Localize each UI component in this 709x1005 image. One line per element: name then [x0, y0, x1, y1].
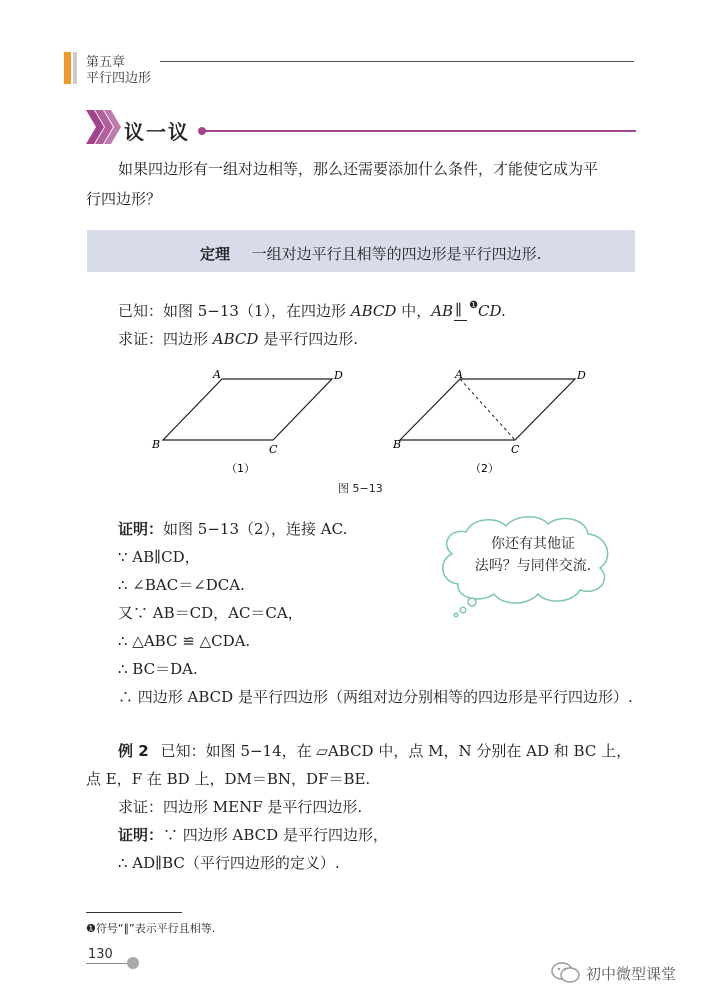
given-ab: AB — [431, 302, 454, 320]
footnote: ❶符号“∥”表示平行且相等. — [86, 922, 216, 935]
discussion-line-1: 如果四边形有一组对边相等，那么还需要添加什么条件，才能使它成为平 — [118, 160, 599, 178]
label-2-C: C — [511, 443, 520, 456]
label-1-A: A — [213, 368, 221, 381]
chapter-label: 第五章 — [86, 55, 126, 70]
diagonal-ac — [460, 379, 515, 440]
parallelogram-1 — [163, 379, 332, 440]
discussion-line-2: 行四边形？ — [86, 190, 162, 208]
cloud-line-2: 法吗？与同伴交流. — [474, 558, 592, 574]
given-quad: ABCD — [350, 302, 397, 320]
given-text-c: 中， — [396, 302, 432, 320]
proof-line-5: ∴ △ABC ≌ △CDA. — [118, 632, 251, 650]
example-label: 例 2 — [118, 742, 149, 760]
chapter-title: 平行四边形 — [86, 71, 152, 86]
section-rule — [204, 130, 636, 132]
label-1-C: C — [269, 443, 278, 456]
proof-line-7: ∴ 四边形 ABCD 是平行四边形（两组对边分别相等的四边形是平行四边形）. — [118, 688, 633, 706]
footnote-marker: ❶ — [469, 300, 479, 311]
page-number-dot — [127, 957, 139, 969]
proof-label: 证明： — [118, 520, 164, 538]
figure-caption: 图 5−13 — [338, 482, 383, 495]
page-number: 130 — [88, 947, 113, 962]
theorem — [200, 243, 541, 264]
wechat-icon — [551, 962, 581, 984]
proof-line-4: 又∵ AB＝CD，AC＝CA， — [118, 604, 303, 622]
label-2-A: A — [455, 368, 463, 381]
page-number-rule — [86, 963, 130, 964]
example-text-1: 已知：如图 5−14，在 ▱ABCD 中，点 M，N 分别在 AD 和 BC 上， — [160, 742, 632, 760]
subcaption-1: （1） — [226, 462, 255, 475]
label-1-D: D — [334, 369, 343, 382]
watermark-text: 初中微型课堂 — [586, 965, 677, 983]
example-proof-label: 证明： — [118, 826, 164, 844]
given-line-2 — [118, 324, 358, 354]
prove-text-c: 是平行四边形. — [258, 330, 358, 348]
section-title: 议一议 — [124, 120, 190, 144]
example-proof-text: ∵ 四边形 ABCD 是平行四边形， — [163, 826, 388, 844]
header-rule — [160, 61, 634, 62]
given-cd: CD. — [478, 302, 506, 320]
theorem-text: 一组对边平行且相等的四边形是平行四边形. — [251, 245, 542, 263]
prove-text-a: 求证：四边形 — [118, 330, 213, 348]
proof-line-3: ∴ ∠BAC＝∠DCA. — [118, 576, 245, 594]
subcaption-2: （2） — [470, 462, 499, 475]
footnote-rule — [86, 912, 182, 913]
header-accent-bar-gray — [73, 52, 77, 84]
label-2-D: D — [577, 369, 586, 382]
cloud-text — [458, 533, 608, 577]
given-line-1: 已知：如图 5−13（1），在四边形 ABCD 中，AB ∥ $^❶$CD. — [118, 300, 506, 320]
proof-line-6: ∴ BC＝DA. — [118, 660, 198, 678]
label-1-B: B — [152, 438, 161, 451]
header-accent-bar — [64, 52, 71, 84]
parallelogram-2 — [400, 379, 575, 440]
example-line-2: 点 E，F 在 BD 上，DM＝BN，DF＝BE. — [86, 770, 371, 788]
given-text-a: 已知：如图 5−13（1），在四边形 — [118, 302, 351, 320]
example-line-1 — [118, 736, 631, 766]
theorem-label: 定理 — [200, 245, 231, 263]
proof-text-1: 如图 5−13（2），连接 AC. — [163, 520, 348, 538]
proof-line-1 — [118, 514, 347, 544]
chevron-arrows-icon — [86, 110, 122, 144]
example-line-5: ∴ AD∥BC（平行四边形的定义）. — [118, 854, 340, 872]
example-line-4 — [118, 820, 388, 850]
prove-quad: ABCD — [212, 330, 259, 348]
cloud-line-1: 你还有其他证 — [491, 536, 575, 552]
figure-5-13 — [140, 362, 620, 477]
proof-line-2: ∵ AB∥CD， — [118, 548, 200, 566]
example-line-3: 求证：四边形 MENF 是平行四边形. — [118, 798, 363, 816]
label-2-B: B — [393, 438, 402, 451]
